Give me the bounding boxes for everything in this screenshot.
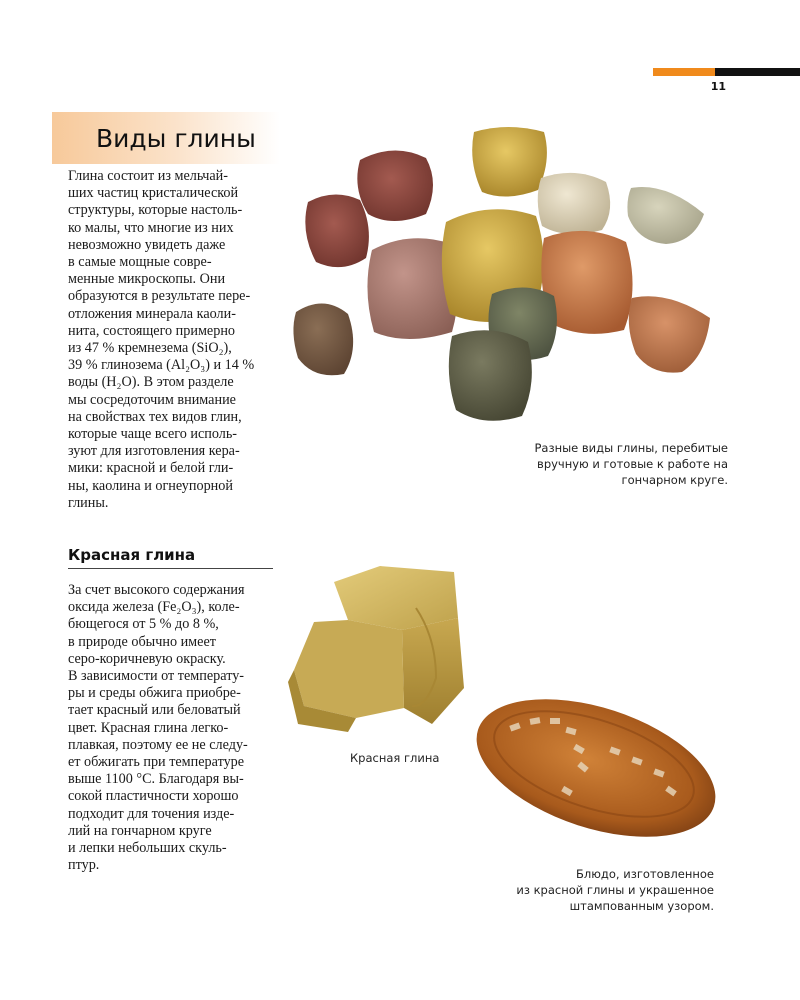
text-line: плавкая, поэтому ее не следу- <box>68 736 248 753</box>
page-title: Виды глины <box>96 124 256 153</box>
red-clay-paragraph <box>68 582 283 874</box>
text-line: менные микроскопы. Они <box>68 271 226 288</box>
text-line: птур. <box>68 857 100 874</box>
text-line: лий на гончарном круге <box>68 822 212 839</box>
text-line: бющегося от 5 % до 8 %, <box>68 616 219 633</box>
text-line: из 47 % кремнезема (SiO₂), <box>68 340 232 357</box>
clay-types-caption <box>470 440 728 488</box>
header-bar <box>715 68 800 76</box>
text-line: выше 1100 °С. Благодаря вы- <box>68 771 244 788</box>
text-line: серо-коричневую окраску. <box>68 650 226 667</box>
text-line: Глина состоит из мельчай- <box>68 168 228 184</box>
text-line: мики: красной и белой гли- <box>68 460 234 477</box>
dish-caption <box>470 866 714 914</box>
text-line: ры и среды обжига приобре- <box>68 685 241 702</box>
page-number: 11 <box>710 80 726 93</box>
text-line: в природе обычно имеет <box>68 633 216 650</box>
text-line: глины. <box>68 494 109 511</box>
text-line: мы сосредоточим внимание <box>68 391 236 408</box>
text-line: на свойствах тех видов глин, <box>68 408 242 425</box>
caption-line: гончарном круге. <box>621 473 728 487</box>
section-heading: Красная глина <box>68 546 273 569</box>
caption-line: штампованным узором. <box>569 899 714 913</box>
text-line: которые чаще всего исполь- <box>68 426 238 443</box>
clay-types-photo <box>286 118 720 440</box>
header-accent-bar <box>653 68 715 76</box>
text-line: ко малы, что многие из них <box>68 219 234 236</box>
text-line: 39 % глинозема (Al₂O₃) и 14 % <box>68 357 255 374</box>
text-line: в самые мощные совре- <box>68 254 212 271</box>
caption-line: вручную и готовые к работе на <box>537 457 728 471</box>
text-line: В зависимости от температу- <box>68 668 245 685</box>
text-line: тает красный или беловатый <box>68 702 241 719</box>
caption-line: Красная глина <box>350 751 440 765</box>
text-line: цвет. Красная глина легко- <box>68 719 229 736</box>
text-line: ших частиц кристалической <box>68 185 239 202</box>
text-line: ны, каолина и огнеупорной <box>68 477 233 494</box>
text-line: подходит для точения изде- <box>68 805 235 822</box>
text-line: невозможно увидеть даже <box>68 236 226 253</box>
text-line: и лепки небольших скуль- <box>68 840 227 857</box>
red-clay-block-photo <box>286 558 471 738</box>
text-line: образуются в результате пере- <box>68 288 251 305</box>
red-clay-dish-photo <box>470 688 720 848</box>
text-line: нита, состоящего примерно <box>68 322 236 339</box>
section-title-box <box>52 112 280 164</box>
caption-line: Блюдо, изготовленное <box>576 867 714 881</box>
caption-line: Разные виды глины, перебитые <box>534 441 728 455</box>
text-line: отложения минерала каоли- <box>68 305 236 322</box>
text-line: зуют для изготовления кера- <box>68 443 240 460</box>
text-line: сокой пластичности хорошо <box>68 788 239 805</box>
text-line: структуры, которые настоль- <box>68 202 243 219</box>
text-line: оксида железа (Fe₂O₃), коле- <box>68 599 240 616</box>
caption-line: из красной глины и украшенное <box>516 883 714 897</box>
intro-paragraph <box>68 168 288 512</box>
text-line: ет обжигать при температуре <box>68 754 245 771</box>
red-clay-section <box>68 546 273 569</box>
text-line: За счет высокого содержания <box>68 582 245 598</box>
red-clay-caption <box>350 750 448 766</box>
text-line: воды (H₂O). В этом разделе <box>68 374 234 391</box>
